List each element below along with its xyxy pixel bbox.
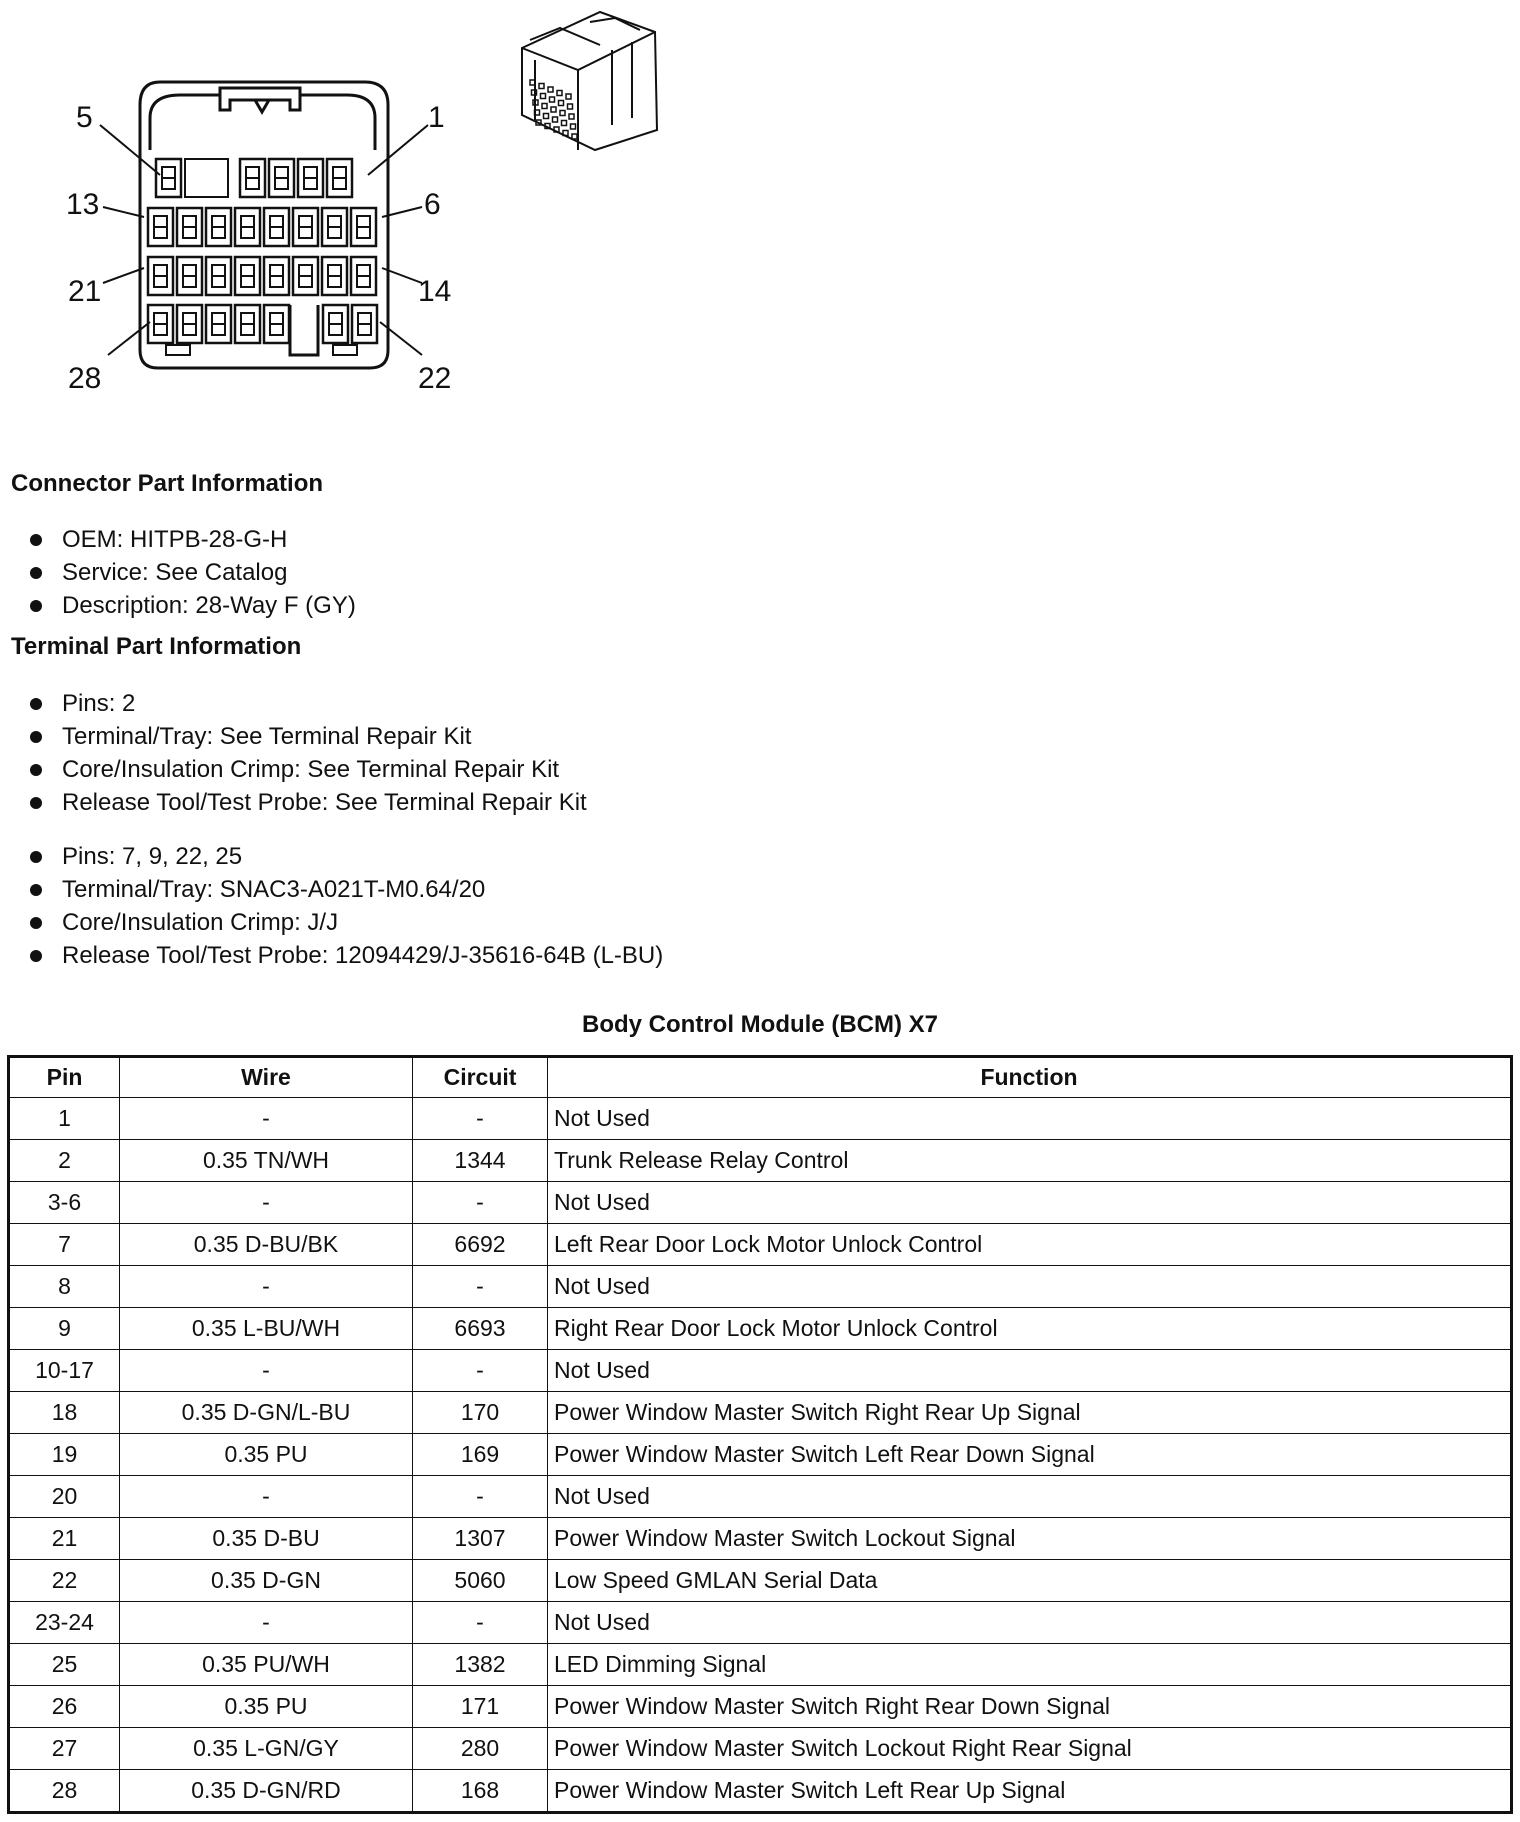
pin-label-14: 14 [418,275,452,308]
cell-circuit: 6693 [413,1308,548,1350]
list-item [30,556,356,589]
cell-pin: 9 [9,1308,120,1350]
table-row [9,1518,1512,1560]
cell-pin: 3-6 [9,1182,120,1224]
cell-pin: 20 [9,1476,120,1518]
cell-circuit: 6692 [413,1224,548,1266]
cell-function: Power Window Master Switch Left Rear Down Signal [548,1434,1512,1476]
cell-wire: 0.35 D-BU [120,1518,413,1560]
cell-function: Power Window Master Switch Right Rear Down Signal [548,1686,1512,1728]
cell-function: Power Window Master Switch Left Rear Up Signal [548,1770,1512,1813]
cell-wire: - [120,1602,413,1644]
table-row [9,1686,1512,1728]
cell-function: Power Window Master Switch Lockout Signal [548,1518,1512,1560]
cell-wire: 0.35 D-BU/BK [120,1224,413,1266]
table-row [9,1728,1512,1770]
pin-label-21: 21 [68,275,102,308]
pin-label-1: 1 [428,101,445,134]
cell-pin: 23-24 [9,1602,120,1644]
cell-circuit: 1382 [413,1644,548,1686]
cell-function: Not Used [548,1476,1512,1518]
bullet-icon [30,950,42,962]
connector-part-info-heading: Connector Part Information [11,470,324,497]
cell-wire: 0.35 D-GN/RD [120,1770,413,1813]
list-item-text: Pins: 7, 9, 22, 25 [62,843,243,870]
cell-wire: 0.35 PU/WH [120,1644,413,1686]
bullet-icon [30,884,42,896]
cell-function: Not Used [548,1602,1512,1644]
cell-wire: 0.35 TN/WH [120,1140,413,1182]
table-row [9,1308,1512,1350]
cell-pin: 25 [9,1644,120,1686]
bullet-icon [30,851,42,863]
pin-table [7,1055,1513,1814]
cell-pin: 1 [9,1098,120,1140]
table-row [9,1644,1512,1686]
cell-circuit: - [413,1350,548,1392]
list-item [30,786,587,819]
list-item-text: Terminal/Tray: See Terminal Repair Kit [62,723,472,750]
connector-face-diagram [0,0,700,420]
list-item [30,753,587,786]
cell-circuit: - [413,1266,548,1308]
cell-circuit: 169 [413,1434,548,1476]
list-item [30,840,663,873]
cell-pin: 28 [9,1770,120,1813]
pin-label-22: 22 [418,362,452,395]
table-row [9,1434,1512,1476]
cell-circuit: 1344 [413,1140,548,1182]
column-header-pin: Pin [9,1057,120,1098]
cell-wire: 0.35 L-BU/WH [120,1308,413,1350]
table-row [9,1350,1512,1392]
list-item-text: Core/Insulation Crimp: J/J [62,909,339,936]
bullet-icon [30,567,42,579]
connector-part-info-list [30,523,356,622]
cell-function: LED Dimming Signal [548,1644,1512,1686]
terminal-part-info-heading: Terminal Part Information [11,633,302,660]
table-row [9,1560,1512,1602]
terminal-part-info-list-2 [30,840,663,972]
cell-function: Not Used [548,1350,1512,1392]
cell-circuit: - [413,1182,548,1224]
bullet-icon [30,917,42,929]
cell-pin: 21 [9,1518,120,1560]
cell-wire: 0.35 PU [120,1434,413,1476]
cell-function: Low Speed GMLAN Serial Data [548,1560,1512,1602]
bullet-icon [30,698,42,710]
cell-circuit: - [413,1602,548,1644]
cell-wire: 0.35 PU [120,1686,413,1728]
table-row [9,1476,1512,1518]
pin-label-13: 13 [66,188,100,221]
cell-pin: 26 [9,1686,120,1728]
column-header-circuit: Circuit [413,1057,548,1098]
list-item [30,939,663,972]
cell-function: Not Used [548,1182,1512,1224]
cell-function: Left Rear Door Lock Motor Unlock Control [548,1224,1512,1266]
cell-function: Not Used [548,1098,1512,1140]
pin-label-28: 28 [68,362,102,395]
table-header-row [9,1057,1512,1098]
cell-circuit: 171 [413,1686,548,1728]
cell-wire: - [120,1476,413,1518]
cell-function: Right Rear Door Lock Motor Unlock Control [548,1308,1512,1350]
list-item [30,589,356,622]
list-item [30,687,587,720]
bullet-icon [30,534,42,546]
table-row [9,1266,1512,1308]
table-row [9,1770,1512,1813]
terminal-part-info-list-1 [30,687,587,819]
bullet-icon [30,600,42,612]
cell-circuit: 5060 [413,1560,548,1602]
cell-circuit: - [413,1098,548,1140]
cell-wire: - [120,1098,413,1140]
cell-wire: 0.35 L-GN/GY [120,1728,413,1770]
cell-circuit: 280 [413,1728,548,1770]
list-item-text: Description: 28-Way F (GY) [62,592,356,619]
list-item [30,523,356,556]
pin-label-5: 5 [76,101,93,134]
cell-circuit: 168 [413,1770,548,1813]
list-item [30,720,587,753]
cell-pin: 7 [9,1224,120,1266]
bullet-icon [30,764,42,776]
cell-pin: 27 [9,1728,120,1770]
list-item-text: Pins: 2 [62,690,136,717]
pin-label-6: 6 [424,188,441,221]
cell-circuit: 170 [413,1392,548,1434]
list-item-text: Terminal/Tray: SNAC3-A021T-M0.64/20 [62,876,486,903]
cell-wire: 0.35 D-GN [120,1560,413,1602]
table-row [9,1182,1512,1224]
bullet-icon [30,731,42,743]
list-item-text: Release Tool/Test Probe: See Terminal Repair Kit [62,789,587,816]
cell-function: Power Window Master Switch Lockout Right Rear Signal [548,1728,1512,1770]
bullet-icon [30,797,42,809]
cell-wire: 0.35 D-GN/L-BU [120,1392,413,1434]
list-item-text: Core/Insulation Crimp: See Terminal Repair Kit [62,756,560,783]
list-item [30,906,663,939]
cell-pin: 2 [9,1140,120,1182]
cell-function: Power Window Master Switch Right Rear Up Signal [548,1392,1512,1434]
column-header-wire: Wire [120,1057,413,1098]
cell-wire: - [120,1182,413,1224]
cell-wire: - [120,1266,413,1308]
cell-pin: 18 [9,1392,120,1434]
list-item-text: Release Tool/Test Probe: 12094429/J-35616-64B (L-BU) [62,942,664,969]
cell-pin: 19 [9,1434,120,1476]
table-row [9,1224,1512,1266]
table-row [9,1602,1512,1644]
table-row [9,1392,1512,1434]
pin-table-title: Body Control Module (BCM) X7 [582,1011,938,1038]
table-row [9,1140,1512,1182]
cell-pin: 8 [9,1266,120,1308]
list-item-text: OEM: HITPB-28-G-H [62,526,288,553]
list-item [30,873,663,906]
cell-circuit: - [413,1476,548,1518]
list-item-text: Service: See Catalog [62,559,288,586]
cell-circuit: 1307 [413,1518,548,1560]
connector-iso-icon [522,12,657,150]
cell-pin: 22 [9,1560,120,1602]
table-row [9,1098,1512,1140]
cell-function: Not Used [548,1266,1512,1308]
cell-wire: - [120,1350,413,1392]
cell-function: Trunk Release Relay Control [548,1140,1512,1182]
column-header-function: Function [548,1057,1512,1098]
cell-pin: 10-17 [9,1350,120,1392]
